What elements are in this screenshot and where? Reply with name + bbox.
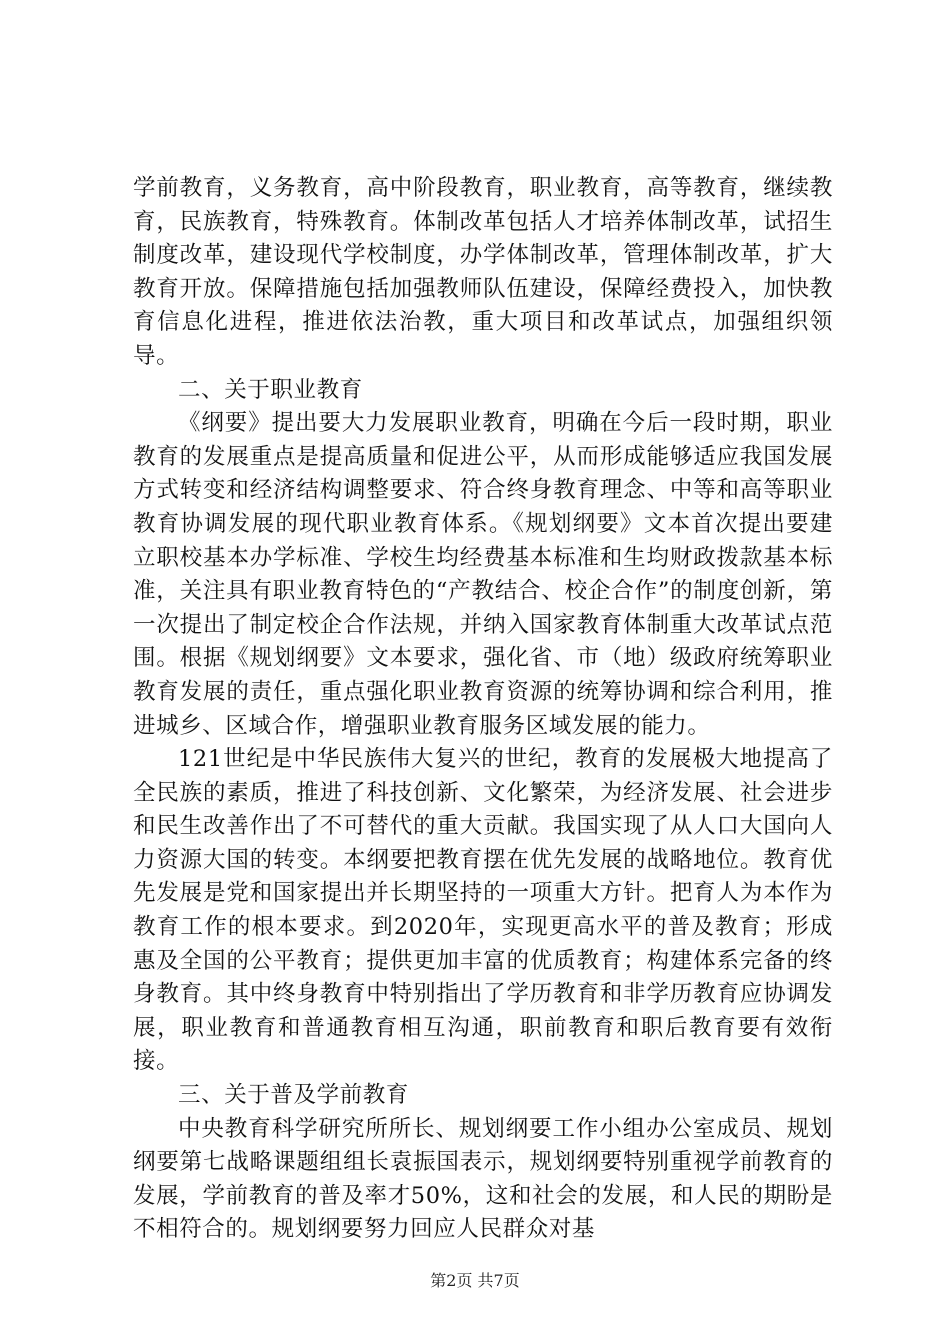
section-heading-preschool-education: 三、关于普及学前教育 (178, 1082, 410, 1109)
paragraph-continuation: 学前教育，义务教育，高中阶段教育，职业教育，高等教育，继续教育，民族教育，特殊教育。体制改革包括人才培养体制改革，试招生制度改革，建设现代学校制度，办学体制改革，管理体制改革，扩大教育开放。保障措施包括加强教师队伍建设，保障经费投入，加快教育信息化进程，推进依法治教，重大项目和改革试点，加强组织领导。 (133, 175, 833, 369)
document-body (133, 172, 833, 1247)
page-number-footer: 第2页 共7页 (430, 1271, 520, 1290)
paragraph-preschool-education: 中央教育科学研究所所长、规划纲要工作小组办公室成员、规划纲要第七战略课题组组长袁振国表示，规划纲要特别重视学前教育的发展，学前教育的普及率才50%，这和社会的发展，和人民的期盼是不相符合的。规划纲要努力回应人民群众对基 (133, 1115, 833, 1243)
section-heading-vocational-education: 二、关于职业教育 (178, 376, 363, 403)
paragraph-vocational-education: 《纲要》提出要大力发展职业教育，明确在今后一段时期，职业教育的发展重点是提高质量和促进公平，从而形成能够适应我国发展方式转变和经济结构调整要求、符合终身教育理念、中等和高等职业教育协调发展的现代职业教育体系。《规划纲要》文本首次提出要建立职校基本办学标准、学校生均经费基本标准和生均财政拨款基本标准，关注具有职业教育特色的“产教结合、校企合作”的制度创新，第一次提出了制定校企合作法规，并纳入国家教育体制重大改革试点范围。根据《规划纲要》文本要求，强化省、市（地）级政府统筹职业教育发展的责任，重点强化职业教育资源的统筹协调和综合利用，推进城乡、区域合作，增强职业教育服务区域发展的能力。 (133, 410, 833, 739)
paragraph-21st-century: 121世纪是中华民族伟大复兴的世纪，教育的发展极大地提高了全民族的素质，推进了科技创新、文化繁荣，为经济发展、社会进步和民生改善作出了不可替代的重大贡献。我国实现了从人口大国向人力资源大国的转变。本纲要把教育摆在优先发展的战略地位。教育优先发展是党和国家提出并长期坚持的一项重大方针。把育人为本作为教育工作的根本要求。到2020年，实现更高水平的普及教育；形成惠及全国的公平教育；提供更加丰富的优质教育；构建体系完备的终身教育。其中终身教育中特别指出了学历教育和非学历教育应协调发展，职业教育和普通教育相互沟通，职前教育和职后教育要有效衔接。 (133, 746, 833, 1075)
